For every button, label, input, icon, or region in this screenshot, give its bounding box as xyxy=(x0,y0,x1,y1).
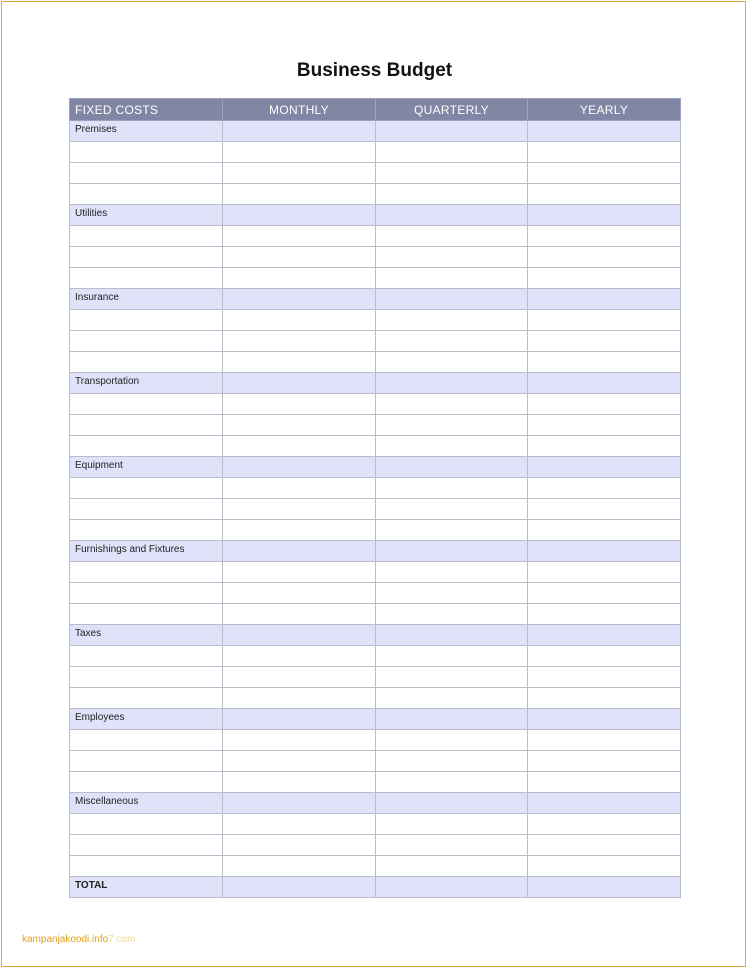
yearly-cell[interactable] xyxy=(528,331,681,352)
table-row xyxy=(70,814,681,835)
item-cell[interactable] xyxy=(70,478,223,499)
category-label-cell[interactable]: Equipment xyxy=(70,457,223,478)
yearly-cell[interactable] xyxy=(528,352,681,373)
item-cell[interactable] xyxy=(70,583,223,604)
table-row xyxy=(70,415,681,436)
category-row xyxy=(70,121,681,142)
table-row xyxy=(70,142,681,163)
item-cell[interactable] xyxy=(70,163,223,184)
monthly-cell[interactable] xyxy=(223,163,376,184)
yearly-cell[interactable] xyxy=(528,751,681,772)
category-row xyxy=(70,289,681,310)
yearly-cell[interactable] xyxy=(528,373,681,394)
table-row xyxy=(70,667,681,688)
item-cell[interactable] xyxy=(70,499,223,520)
table-row xyxy=(70,835,681,856)
item-cell[interactable] xyxy=(70,394,223,415)
monthly-cell[interactable] xyxy=(223,583,376,604)
item-cell[interactable] xyxy=(70,856,223,877)
category-label-cell[interactable]: Taxes xyxy=(70,625,223,646)
monthly-cell[interactable] xyxy=(223,247,376,268)
yearly-cell[interactable] xyxy=(528,457,681,478)
monthly-cell[interactable] xyxy=(223,289,376,310)
table-row xyxy=(70,352,681,373)
table-row xyxy=(70,751,681,772)
monthly-cell[interactable] xyxy=(223,667,376,688)
monthly-cell[interactable] xyxy=(223,226,376,247)
category-row xyxy=(70,541,681,562)
monthly-cell[interactable] xyxy=(223,205,376,226)
total-row xyxy=(70,877,681,898)
table-row xyxy=(70,268,681,289)
quarterly-cell[interactable] xyxy=(376,793,528,814)
yearly-cell[interactable] xyxy=(528,226,681,247)
monthly-cell[interactable] xyxy=(223,373,376,394)
table-row xyxy=(70,562,681,583)
category-label-cell[interactable]: Insurance xyxy=(70,289,223,310)
monthly-cell[interactable] xyxy=(223,856,376,877)
column-header-quarterly: QUARTERLY xyxy=(376,99,528,121)
yearly-cell[interactable] xyxy=(528,667,681,688)
yearly-cell[interactable] xyxy=(528,520,681,541)
column-header-yearly: YEARLY xyxy=(528,99,681,121)
category-label-cell[interactable]: Furnishings and Fixtures xyxy=(70,541,223,562)
item-cell[interactable] xyxy=(70,331,223,352)
yearly-cell[interactable] xyxy=(528,163,681,184)
item-cell[interactable] xyxy=(70,184,223,205)
quarterly-cell[interactable] xyxy=(376,415,528,436)
monthly-cell[interactable] xyxy=(223,499,376,520)
monthly-cell[interactable] xyxy=(223,457,376,478)
monthly-cell[interactable] xyxy=(223,730,376,751)
monthly-cell[interactable] xyxy=(223,688,376,709)
monthly-cell[interactable] xyxy=(223,415,376,436)
item-cell[interactable] xyxy=(70,436,223,457)
table-row xyxy=(70,184,681,205)
yearly-cell[interactable] xyxy=(528,415,681,436)
monthly-cell[interactable] xyxy=(223,772,376,793)
quarterly-cell[interactable] xyxy=(376,667,528,688)
yearly-cell[interactable] xyxy=(528,583,681,604)
monthly-cell[interactable] xyxy=(223,520,376,541)
quarterly-cell[interactable] xyxy=(376,541,528,562)
category-row xyxy=(70,709,681,730)
category-label-cell[interactable]: Employees xyxy=(70,709,223,730)
column-header-monthly: MONTHLY xyxy=(223,99,376,121)
category-row xyxy=(70,625,681,646)
monthly-cell[interactable] xyxy=(223,541,376,562)
total-quarterly-cell[interactable] xyxy=(376,877,528,898)
monthly-cell[interactable] xyxy=(223,751,376,772)
monthly-cell[interactable] xyxy=(223,793,376,814)
monthly-cell[interactable] xyxy=(223,478,376,499)
table-row xyxy=(70,583,681,604)
table-row xyxy=(70,163,681,184)
quarterly-cell[interactable] xyxy=(376,268,528,289)
page-title: Business Budget xyxy=(296,60,453,81)
quarterly-cell[interactable] xyxy=(376,562,528,583)
yearly-cell[interactable] xyxy=(528,205,681,226)
quarterly-cell[interactable] xyxy=(376,688,528,709)
yearly-cell[interactable] xyxy=(528,562,681,583)
yearly-cell[interactable] xyxy=(528,688,681,709)
yearly-cell[interactable] xyxy=(528,268,681,289)
monthly-cell[interactable] xyxy=(223,709,376,730)
category-row xyxy=(70,373,681,394)
total-yearly-cell[interactable] xyxy=(528,877,681,898)
yearly-cell[interactable] xyxy=(528,121,681,142)
quarterly-cell[interactable] xyxy=(376,520,528,541)
item-cell[interactable] xyxy=(70,226,223,247)
quarterly-cell[interactable] xyxy=(376,247,528,268)
quarterly-cell[interactable] xyxy=(376,604,528,625)
quarterly-cell[interactable] xyxy=(376,331,528,352)
item-cell[interactable] xyxy=(70,142,223,163)
total-label-cell[interactable]: TOTAL xyxy=(70,877,223,898)
table-row xyxy=(70,688,681,709)
yearly-cell[interactable] xyxy=(528,310,681,331)
monthly-cell[interactable] xyxy=(223,268,376,289)
yearly-cell[interactable] xyxy=(528,625,681,646)
quarterly-cell[interactable] xyxy=(376,751,528,772)
quarterly-cell[interactable] xyxy=(376,709,528,730)
quarterly-cell[interactable] xyxy=(376,814,528,835)
item-cell[interactable] xyxy=(70,667,223,688)
table-row xyxy=(70,646,681,667)
yearly-cell[interactable] xyxy=(528,646,681,667)
yearly-cell[interactable] xyxy=(528,184,681,205)
quarterly-cell[interactable] xyxy=(376,457,528,478)
table-row xyxy=(70,604,681,625)
yearly-cell[interactable] xyxy=(528,814,681,835)
monthly-cell[interactable] xyxy=(223,646,376,667)
item-cell[interactable] xyxy=(70,688,223,709)
watermark-text: kampanjakoodi.info xyxy=(22,934,109,945)
item-cell[interactable] xyxy=(70,415,223,436)
category-row xyxy=(70,457,681,478)
quarterly-cell[interactable] xyxy=(376,142,528,163)
monthly-cell[interactable] xyxy=(223,394,376,415)
yearly-cell[interactable] xyxy=(528,436,681,457)
quarterly-cell[interactable] xyxy=(376,226,528,247)
category-row xyxy=(70,205,681,226)
monthly-cell[interactable] xyxy=(223,331,376,352)
quarterly-cell[interactable] xyxy=(376,625,528,646)
monthly-cell[interactable] xyxy=(223,814,376,835)
budget-table xyxy=(69,98,681,898)
monthly-cell[interactable] xyxy=(223,436,376,457)
yearly-cell[interactable] xyxy=(528,709,681,730)
quarterly-cell[interactable] xyxy=(376,436,528,457)
yearly-cell[interactable] xyxy=(528,772,681,793)
category-label-cell[interactable]: Miscellaneous xyxy=(70,793,223,814)
table-row xyxy=(70,331,681,352)
monthly-cell[interactable] xyxy=(223,835,376,856)
monthly-cell[interactable] xyxy=(223,352,376,373)
yearly-cell[interactable] xyxy=(528,835,681,856)
monthly-cell[interactable] xyxy=(223,310,376,331)
category-label-cell[interactable]: Transportation xyxy=(70,373,223,394)
monthly-cell[interactable] xyxy=(223,184,376,205)
yearly-cell[interactable] xyxy=(528,541,681,562)
yearly-cell[interactable] xyxy=(528,478,681,499)
item-cell[interactable] xyxy=(70,247,223,268)
quarterly-cell[interactable] xyxy=(376,499,528,520)
yearly-cell[interactable] xyxy=(528,856,681,877)
quarterly-cell[interactable] xyxy=(376,310,528,331)
quarterly-cell[interactable] xyxy=(376,205,528,226)
table-row xyxy=(70,310,681,331)
table-row xyxy=(70,247,681,268)
column-header-fixed-costs: FIXED COSTS xyxy=(70,99,223,121)
item-cell[interactable] xyxy=(70,268,223,289)
item-cell[interactable] xyxy=(70,835,223,856)
yearly-cell[interactable] xyxy=(528,142,681,163)
item-cell[interactable] xyxy=(70,604,223,625)
monthly-cell[interactable] xyxy=(223,562,376,583)
item-cell[interactable] xyxy=(70,310,223,331)
table-row xyxy=(70,394,681,415)
quarterly-cell[interactable] xyxy=(376,583,528,604)
category-row xyxy=(70,793,681,814)
yearly-cell[interactable] xyxy=(528,289,681,310)
budget-body xyxy=(70,121,681,898)
watermark xyxy=(22,934,135,945)
quarterly-cell[interactable] xyxy=(376,835,528,856)
total-monthly-cell[interactable] xyxy=(223,877,376,898)
quarterly-cell[interactable] xyxy=(376,730,528,751)
monthly-cell[interactable] xyxy=(223,121,376,142)
monthly-cell[interactable] xyxy=(223,604,376,625)
watermark-faint-text: 7.com xyxy=(108,934,136,945)
item-cell[interactable] xyxy=(70,730,223,751)
quarterly-cell[interactable] xyxy=(376,394,528,415)
quarterly-cell[interactable] xyxy=(376,184,528,205)
quarterly-cell[interactable] xyxy=(376,856,528,877)
yearly-cell[interactable] xyxy=(528,247,681,268)
quarterly-cell[interactable] xyxy=(376,289,528,310)
item-cell[interactable] xyxy=(70,814,223,835)
item-cell[interactable] xyxy=(70,751,223,772)
quarterly-cell[interactable] xyxy=(376,121,528,142)
monthly-cell[interactable] xyxy=(223,142,376,163)
item-cell[interactable] xyxy=(70,562,223,583)
quarterly-cell[interactable] xyxy=(376,163,528,184)
item-cell[interactable] xyxy=(70,520,223,541)
quarterly-cell[interactable] xyxy=(376,352,528,373)
yearly-cell[interactable] xyxy=(528,394,681,415)
item-cell[interactable] xyxy=(70,772,223,793)
yearly-cell[interactable] xyxy=(528,499,681,520)
table-row xyxy=(70,772,681,793)
table-row xyxy=(70,226,681,247)
table-row xyxy=(70,436,681,457)
quarterly-cell[interactable] xyxy=(376,646,528,667)
category-label-cell[interactable]: Utilities xyxy=(70,205,223,226)
yearly-cell[interactable] xyxy=(528,604,681,625)
table-row xyxy=(70,499,681,520)
table-row xyxy=(70,730,681,751)
item-cell[interactable] xyxy=(70,352,223,373)
quarterly-cell[interactable] xyxy=(376,373,528,394)
monthly-cell[interactable] xyxy=(223,625,376,646)
table-row xyxy=(70,856,681,877)
category-label-cell[interactable]: Premises xyxy=(70,121,223,142)
table-row xyxy=(70,478,681,499)
table-row xyxy=(70,520,681,541)
quarterly-cell[interactable] xyxy=(376,772,528,793)
yearly-cell[interactable] xyxy=(528,730,681,751)
yearly-cell[interactable] xyxy=(528,793,681,814)
item-cell[interactable] xyxy=(70,646,223,667)
header-row xyxy=(70,99,681,121)
quarterly-cell[interactable] xyxy=(376,478,528,499)
